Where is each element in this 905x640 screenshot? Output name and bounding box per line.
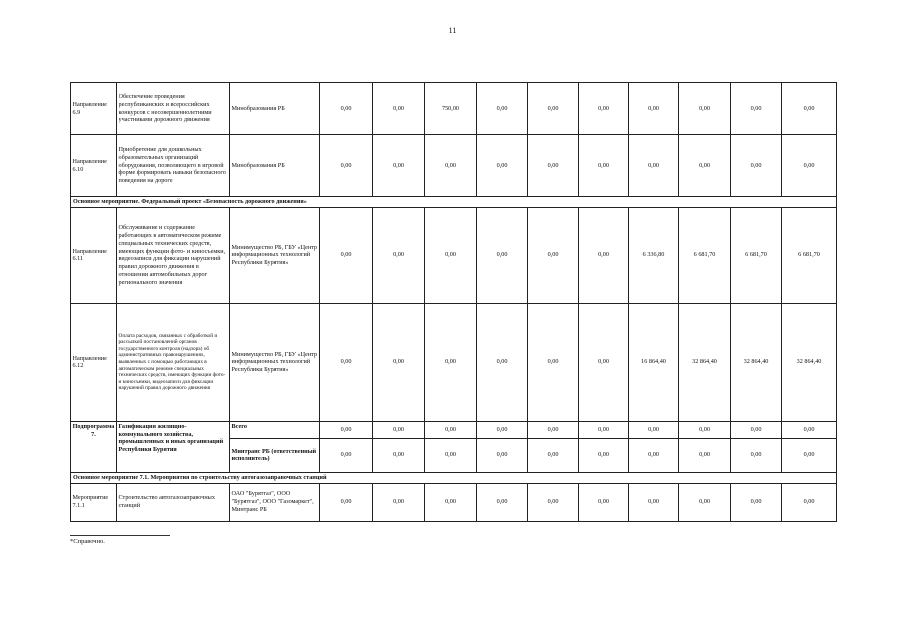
table-row	[71, 303, 837, 421]
value-cell: 0,00	[320, 303, 373, 421]
value-cell: 0,00	[373, 207, 425, 303]
value-cell: 0,00	[425, 438, 477, 472]
subprogram-code: Подпрограмма 7.	[71, 421, 117, 472]
row-code: Мероприятие 7.1.1	[71, 483, 117, 521]
section-row	[71, 197, 837, 208]
value-cell: 0,00	[425, 303, 477, 421]
value-cell: 0,00	[320, 135, 373, 197]
value-cell: 0,00	[679, 483, 731, 521]
value-cell: 0,00	[373, 421, 425, 438]
section-row	[71, 472, 837, 483]
value-cell: 0,00	[782, 483, 837, 521]
budget-table	[70, 82, 837, 522]
value-cell: 0,00	[579, 207, 629, 303]
row-executor: Минобразования РБ	[230, 135, 320, 197]
value-cell: 0,00	[782, 135, 837, 197]
value-cell: 0,00	[579, 421, 629, 438]
value-cell: 0,00	[425, 483, 477, 521]
value-cell: 0,00	[320, 483, 373, 521]
value-cell: 0,00	[373, 135, 425, 197]
value-cell: 0,00	[679, 438, 731, 472]
value-cell: 0,00	[629, 483, 679, 521]
table-row	[71, 83, 837, 135]
value-cell: 0,00	[629, 438, 679, 472]
row-description: Оплата расходов, связанных с обработкой и рассылкой постановлений органов государственного контроля (надзора) об административных правонарушениях, выявленных с помощью работающих в автоматическом режиме специальных технических средств, имеющих функции фото- и киносъемки, видеозаписи для фиксации нарушений правил дорожного движения	[117, 303, 230, 421]
value-cell: 0,00	[477, 438, 528, 472]
value-cell: 0,00	[528, 207, 579, 303]
value-cell: 32 864,40	[731, 303, 782, 421]
value-cell: 0,00	[579, 303, 629, 421]
table-row	[71, 135, 837, 197]
value-cell: 16 864,40	[629, 303, 679, 421]
value-cell: 0,00	[477, 483, 528, 521]
value-cell: 0,00	[373, 438, 425, 472]
value-cell: 0,00	[528, 83, 579, 135]
value-cell: 0,00	[679, 135, 731, 197]
subprogram-total-row	[71, 421, 837, 438]
value-cell: 0,00	[679, 83, 731, 135]
subprogram-name: Газификация жилищно-коммунального хозяйства, промышленных и иных организаций Республики Бурятия	[117, 421, 230, 472]
table-row	[71, 483, 837, 521]
value-cell: 0,00	[528, 135, 579, 197]
value-cell: 0,00	[477, 303, 528, 421]
footnote-divider	[70, 535, 170, 536]
value-cell: 0,00	[629, 421, 679, 438]
value-cell: 0,00	[477, 83, 528, 135]
value-cell: 0,00	[782, 83, 837, 135]
value-cell: 6 336,80	[629, 207, 679, 303]
value-cell: 0,00	[679, 421, 731, 438]
row-executor: Минимущество РБ, ГБУ «Центр информационных технологий Республики Бурятия»	[230, 303, 320, 421]
row-description: Приобретение для дошкольных образовательных организаций оборудования, позволяющего в игровой форме формировать навыки безопасного поведения на дороге	[117, 135, 230, 197]
value-cell: 0,00	[731, 438, 782, 472]
page-number: 11	[448, 26, 457, 35]
value-cell: 0,00	[477, 207, 528, 303]
section-title: Основное мероприятие 7.1. Мероприятия по строительству автогазозаправочных станций	[71, 472, 837, 483]
value-cell: 0,00	[320, 421, 373, 438]
table-row	[71, 207, 837, 303]
footnote: *Справочно.	[70, 538, 105, 545]
row-code: Направление 6.10	[71, 135, 117, 197]
section-title: Основное мероприятие. Федеральный проект «Безопасность дорожного движения»	[71, 197, 837, 208]
responsible-label: Минтранс РБ (ответственный исполнитель)	[230, 438, 320, 472]
row-executor: Минобразования РБ	[230, 83, 320, 135]
row-description-text: Обеспечение проведения республиканских и всероссийских конкурсов с несовершеннолетними участниками дорожного движения	[118, 93, 212, 124]
row-executor: Минимущество РБ, ГБУ «Центр информационных технологий Республики Бурятия»	[230, 207, 320, 303]
row-code: Направление 6.12	[71, 303, 117, 421]
row-code: Направление 6.9	[71, 83, 117, 135]
value-cell: 0,00	[782, 438, 837, 472]
value-cell: 750,00	[425, 83, 477, 135]
row-executor: ОАО "Бурятгаз", ООО "Бурятгаз", ООО "Газомаркет", Минтранс РБ	[230, 483, 320, 521]
row-code: Направление 6.11	[71, 207, 117, 303]
value-cell: 0,00	[373, 303, 425, 421]
value-cell: 0,00	[731, 135, 782, 197]
value-cell: 0,00	[579, 135, 629, 197]
value-cell: 0,00	[373, 83, 425, 135]
value-cell: 0,00	[477, 421, 528, 438]
value-cell: 0,00	[528, 438, 579, 472]
value-cell: 0,00	[731, 483, 782, 521]
value-cell: 6 681,70	[782, 207, 837, 303]
row-description: Обслуживание и содержание работающих в автоматическом режиме специальных технических средств, имеющих функции фото- и киносъемки, видеозаписи для фиксации нарушений правил дорожного движения в отношении автомобильных дорог регионального значения	[117, 207, 230, 303]
value-cell: 0,00	[425, 421, 477, 438]
value-cell: 0,00	[579, 83, 629, 135]
value-cell: 32 864,40	[679, 303, 731, 421]
value-cell: 0,00	[477, 135, 528, 197]
value-cell: 6 681,70	[679, 207, 731, 303]
value-cell: 0,00	[373, 483, 425, 521]
value-cell: 0,00	[579, 438, 629, 472]
value-cell: 0,00	[320, 207, 373, 303]
value-cell: 0,00	[731, 421, 782, 438]
value-cell: 0,00	[731, 83, 782, 135]
value-cell: 6 681,70	[731, 207, 782, 303]
row-description	[117, 83, 230, 135]
value-cell: 0,00	[320, 438, 373, 472]
value-cell: 0,00	[528, 421, 579, 438]
row-description: Строительство автогазозаправочных станций	[117, 483, 230, 521]
value-cell: 0,00	[528, 483, 579, 521]
total-label: Всего	[230, 421, 320, 438]
value-cell: 0,00	[782, 421, 837, 438]
value-cell: 0,00	[579, 483, 629, 521]
value-cell: 0,00	[320, 83, 373, 135]
value-cell: 0,00	[629, 83, 679, 135]
value-cell: 0,00	[629, 135, 679, 197]
value-cell: 0,00	[528, 303, 579, 421]
value-cell: 0,00	[425, 207, 477, 303]
value-cell: 0,00	[425, 135, 477, 197]
value-cell: 32 864,40	[782, 303, 837, 421]
